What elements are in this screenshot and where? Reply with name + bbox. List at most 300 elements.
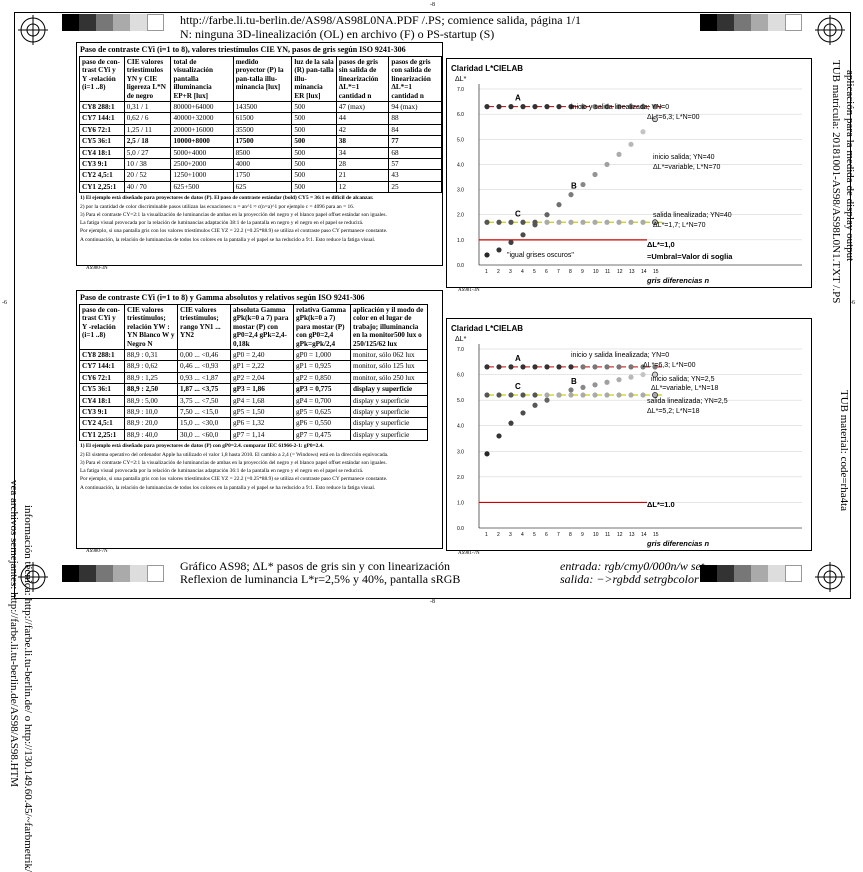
table2-cell: gP2 = 2,04	[231, 372, 294, 383]
x-tick-label: 4	[521, 269, 524, 275]
series-b-point	[508, 240, 513, 245]
table2-cell: CY6 72:1	[80, 372, 125, 383]
table1-cell: 35500	[233, 124, 292, 135]
table2-cell: 30,0 ... <60,0	[178, 429, 231, 440]
table1-cell: 500	[292, 102, 336, 113]
series-b-point	[544, 212, 549, 217]
table2-cell: gP7 = 1,14	[231, 429, 294, 440]
table-1-note: A continuación, la relación de luminancias de todos los colores en la pantalla y el papel se ha reducido a 9:1. Esto reduce la fatiga visual.	[80, 236, 376, 243]
table1-cell: CY4 18:1	[80, 147, 125, 158]
chart-title: Claridad L*CIELAB	[451, 64, 524, 73]
x-tick-label: 9	[581, 269, 584, 275]
top-mark: -8	[430, 2, 435, 8]
table-1-note: 1) El ejemplo está diseñado para proyectores de datos (P). El paso de contraste estándar (bold) CY5 = 36:1 es difícil de alcanzar.	[80, 195, 374, 202]
series-a-point	[508, 364, 513, 369]
side-text-right-2: aplicación para la medida de display output	[844, 70, 856, 262]
series-b-point	[568, 387, 573, 392]
x-tick-label: 15	[653, 532, 659, 538]
series-a-point	[508, 104, 513, 109]
series-c-point	[628, 392, 633, 397]
table-1-header-cell: luz de la sala (R) pan-talla illu-minancia ER [lux]	[292, 57, 336, 102]
table2-cell: gP7 = 0,475	[294, 429, 351, 440]
registration-mark-icon	[18, 15, 48, 45]
table2-cell: monitor, sólo 125 lux	[351, 361, 428, 372]
series-b-point	[556, 202, 561, 207]
table2-cell: gP1 = 2,22	[231, 361, 294, 372]
series-c-point	[580, 220, 585, 225]
table1-cell: 43	[389, 170, 442, 181]
x-tick-label: 10	[593, 269, 599, 275]
left-mark: -6	[2, 300, 7, 306]
y-tick-label: 3.0	[457, 187, 464, 194]
table2-row	[80, 372, 428, 383]
table2-cell: display y superficie	[351, 418, 428, 429]
series-a-point	[616, 364, 621, 369]
series-c-point	[640, 220, 645, 225]
x-tick-label: 3	[509, 269, 512, 275]
table2-row	[80, 384, 428, 395]
x-tick-label: 15	[653, 269, 659, 275]
table1-cell: 40000+32000	[171, 113, 233, 124]
series-b-point	[640, 372, 645, 377]
series-a-label: A	[515, 93, 521, 103]
series-a-point	[496, 104, 501, 109]
table1-cell: 625+500	[171, 181, 233, 192]
table1-cell: 68	[389, 147, 442, 158]
table2-cell: CY4 18:1	[80, 395, 125, 406]
table-2-header-cell: aplicación y il modo de color en el lugar de trabajo; illuminancia en la monitor500 lux o 250/125/62 lux	[351, 305, 428, 350]
side-text-right-3: TUB material: code=rha4ta	[838, 390, 850, 512]
series-c-point	[604, 392, 609, 397]
side-text-left-2: información técnica: http://farbe.li.tu-berlin.de/ o http://130.149.60.45/~farbmetrik/	[22, 505, 34, 872]
series-c-point	[544, 220, 549, 225]
x-axis-label: gris diferencias n	[647, 276, 710, 285]
table2-cell: 88,9 : 5,00	[125, 395, 178, 406]
series-a-point	[532, 364, 537, 369]
series-c-point	[628, 220, 633, 225]
table1-cell: 2,5 / 18	[124, 136, 171, 147]
table1-cell: 20 / 52	[124, 170, 171, 181]
table-2-note: 1) El ejemplo está diseñado para proyectores de datos (P) con gP0=2.4. comparar IEC 61966-2-1: gP0=2.4.	[80, 443, 324, 450]
table-2-note: La fatiga visual provocada por la relación de luminancias adaptación 36:1 de la pantalla en negro y el negro en el papel se reducirá.	[80, 468, 364, 475]
chart-1	[447, 59, 811, 287]
x-tick-label: 3	[509, 532, 512, 538]
chart-annotation: ΔL*=variable, L*N=18	[651, 385, 719, 392]
series-b-point	[592, 382, 597, 387]
table2-cell: gP6 = 1,32	[231, 418, 294, 429]
table1-cell: 500	[292, 159, 336, 170]
x-tick-label: 1	[485, 532, 488, 538]
table2-cell: gP1 = 0,925	[294, 361, 351, 372]
table-2-header-cell: paso de con-trast CYi y Y -relación (i=1 ..8)	[80, 305, 125, 350]
series-c-point	[484, 220, 489, 225]
table1-cell: 500	[292, 136, 336, 147]
series-c-point	[532, 220, 537, 225]
series-b-point	[580, 182, 585, 187]
series-c-point	[484, 392, 489, 397]
x-tick-label: 7	[557, 269, 560, 275]
x-tick-label: 14	[641, 532, 647, 538]
table1-cell: 28	[336, 159, 389, 170]
table2-row	[80, 418, 428, 429]
table1-cell: 84	[389, 124, 442, 135]
chart-2-panel	[446, 318, 812, 551]
y-tick-label: 7.0	[457, 87, 464, 93]
table1-cell: 5000+4000	[171, 147, 233, 158]
gray-strip-top-right	[700, 14, 802, 31]
x-tick-label: 2	[497, 269, 500, 275]
table2-cell: 88,9 : 0,62	[125, 361, 178, 372]
table2-cell: CY1 2,25:1	[80, 429, 125, 440]
table-1-header-cell: pasos de gris con salida de linearización ΔL*=1 cantidad n	[389, 57, 442, 102]
table1-cell: 1,25 / 11	[124, 124, 171, 135]
table2-cell: 3,75 ... <7,50	[178, 395, 231, 406]
gray-strip-bottom-left	[62, 565, 164, 582]
chart-annotation: ΔL*=6,3; L*N=00	[647, 114, 700, 121]
y-tick-label: 1.0	[457, 237, 464, 244]
table1-cell: CY3 9:1	[80, 159, 125, 170]
series-b-point	[520, 410, 525, 415]
table2-cell: 88,9 : 0,31	[125, 350, 178, 361]
table1-row	[80, 147, 442, 158]
table-2-header-cell: CIE valores triestímulos; relación YW : YN Blanco W y Negro N	[125, 305, 178, 350]
y-tick-label: 1.0	[457, 500, 464, 507]
series-a-point	[484, 104, 489, 109]
footer-right-line-1: entrada: rgb/cmy0/000n/w set...	[560, 559, 714, 573]
table2-cell: CY5 36:1	[80, 384, 125, 395]
table1-row	[80, 181, 442, 192]
y-tick-label: 4.0	[457, 423, 464, 430]
series-b-point	[592, 172, 597, 177]
series-a-point	[496, 364, 501, 369]
table1-cell: 500	[292, 113, 336, 124]
x-tick-label: 5	[533, 532, 536, 538]
page-header	[180, 13, 581, 41]
table2-cell: gP2 = 0,850	[294, 372, 351, 383]
table1-cell: 20000+16000	[171, 124, 233, 135]
x-tick-label: 12	[617, 532, 623, 538]
footer-left-line-1: Gráfico AS98; ΔL* pasos de gris sin y con linearización	[180, 559, 450, 573]
table1-cell: CY6 72:1	[80, 124, 125, 135]
table-1-note: 2) por la cantidad de color discriminable pasos utilizan las ecuaciones: n = an^1 ≈ c(n=a)^1 por ejemplo c = 4096 para an = 16.	[80, 203, 355, 210]
table1-row	[80, 102, 442, 113]
table1-cell: 17500	[233, 136, 292, 147]
table-1-header-cell: CIE valores triestímulos YN y CIE ligereza L*N de negro	[124, 57, 171, 102]
table1-cell: 0,31 / 1	[124, 102, 171, 113]
chart-annotation: "igual grises oscuros"	[507, 252, 574, 259]
table1-cell: 625	[233, 181, 292, 192]
y-tick-label: 0.0	[457, 263, 464, 269]
y-tick-label: 7.0	[457, 347, 464, 353]
y-tick-label: 6.0	[457, 372, 464, 379]
table1-cell: 12	[336, 181, 389, 192]
table1-cell: 0,62 / 6	[124, 113, 171, 124]
table1-cell: 500	[292, 170, 336, 181]
table1-cell: 47 (max)	[336, 102, 389, 113]
series-c-point	[616, 220, 621, 225]
table2-row	[80, 429, 428, 440]
header-line-1: http://farbe.li.tu-berlin.de/AS98/AS98L0NA.PDF /.PS; comience salida, página 1/1	[180, 13, 581, 27]
chart-title: Claridad L*CIELAB	[451, 324, 524, 333]
chart-annotation: ΔL*=variable, L*N=70	[653, 164, 721, 171]
table-2-panel	[76, 290, 443, 549]
table1-cell: CY7 144:1	[80, 113, 125, 124]
series-a-point	[556, 104, 561, 109]
table-2-header-cell: CIE valores triestímulos; rango YN1 ... YN2	[178, 305, 231, 350]
table-2-header-cell: relativa Gamma gPk(k=0 a 7) para mostar (P) con gP0=2,4 gPk=gPk/2,4	[294, 305, 351, 350]
series-b-point	[496, 247, 501, 252]
table2-cell: display y superficie	[351, 429, 428, 440]
table-2	[79, 304, 428, 441]
series-b-point	[628, 142, 633, 147]
series-a-point	[628, 364, 633, 369]
footer-right-line-2: salida: −>rgbdd setrgbcolor	[560, 572, 699, 586]
x-tick-label: 8	[569, 269, 572, 275]
y-axis-label: ΔL*	[455, 336, 467, 343]
series-b-point	[532, 403, 537, 408]
series-b-point	[604, 380, 609, 385]
table2-cell: CY2 4,5:1	[80, 418, 125, 429]
table2-cell: 1,87 ... <3,75	[178, 384, 231, 395]
page-footer-left	[180, 560, 460, 586]
series-a-point	[544, 364, 549, 369]
series-b-point	[484, 451, 489, 456]
table1-cell: 61500	[233, 113, 292, 124]
table2-cell: CY8 288:1	[80, 350, 125, 361]
table2-cell: gP3 = 0,775	[294, 384, 351, 395]
y-tick-label: 2.0	[457, 212, 464, 219]
y-tick-label: 3.0	[457, 449, 464, 456]
table2-cell: 88,9 : 20,0	[125, 418, 178, 429]
series-c-point	[520, 220, 525, 225]
series-c-point	[496, 220, 501, 225]
table1-cell: CY8 288:1	[80, 102, 125, 113]
chart-1-panel	[446, 58, 812, 288]
header-line-2: N: ninguna 3D-linealización (OL) en archivo (F) o PS-startup (S)	[180, 27, 495, 41]
table2-cell: monitor, sólo 062 lux	[351, 350, 428, 361]
table2-row	[80, 407, 428, 418]
x-tick-label: 6	[545, 532, 548, 538]
footer-left-line-2: Reflexion de luminancia L*r=2,5% y 40%, pantalla sRGB	[180, 572, 461, 586]
table1-cell: 94 (max)	[389, 102, 442, 113]
table2-cell: 88,9 : 10,0	[125, 407, 178, 418]
table-2-note: 2) El sistema operativo del ordenador Apple ha utilizado el valor 1,8 hasta 2010. El cambio a 2,4 (= Windows) está en la dirección equivocada.	[80, 451, 389, 458]
series-c-point	[652, 392, 657, 397]
series-b-point	[628, 375, 633, 380]
table2-cell: 88,9 : 40,0	[125, 429, 178, 440]
series-a-point	[568, 364, 573, 369]
series-a-label: A	[515, 353, 521, 363]
series-a-point	[520, 364, 525, 369]
table2-cell: monitor, sólo 250 lux	[351, 372, 428, 383]
table-1-header-cell: paso de con-trast CYi y Y -relación (i=1 ..8)	[80, 57, 125, 102]
table1-cell: 10 / 38	[124, 159, 171, 170]
x-tick-label: 4	[521, 532, 524, 538]
table2-cell: 88,9 : 2,50	[125, 384, 178, 395]
table2-cell: gP6 = 0,550	[294, 418, 351, 429]
x-tick-label: 14	[641, 269, 647, 275]
table1-cell: 8500	[233, 147, 292, 158]
series-c-point	[556, 220, 561, 225]
table2-cell: gP0 = 1,000	[294, 350, 351, 361]
table1-row	[80, 136, 442, 147]
series-c-point	[592, 392, 597, 397]
table-1-note: 3) Para el contraste CY=2:1 la visualización de luminancias de ambas en la proyección del negro y el blanco papel offset estándar son iguales.	[80, 211, 387, 218]
x-tick-label: 11	[605, 269, 611, 275]
table1-cell: 77	[389, 136, 442, 147]
x-tick-label: 9	[581, 532, 584, 538]
table-1-header-row	[80, 57, 442, 102]
series-b-point	[604, 162, 609, 167]
series-b-point	[520, 232, 525, 237]
table2-cell: gP5 = 0,625	[294, 407, 351, 418]
series-c-point	[640, 392, 645, 397]
table1-cell: CY5 36:1	[80, 136, 125, 147]
series-b-point	[496, 433, 501, 438]
table1-cell: 80000+64000	[171, 102, 233, 113]
series-c-point	[592, 220, 597, 225]
chart-annotation: =Umbral=Valor di soglia	[647, 252, 733, 261]
series-b-point	[544, 398, 549, 403]
registration-mark-icon	[815, 562, 845, 592]
table-2-header-cell: absoluta Gamma gPk(k=0 a 7) para mostar (P) con gP0=2,4 gPk=2,4-0,18k	[231, 305, 294, 350]
table2-cell: 0,00 ... <0,46	[178, 350, 231, 361]
series-c-label: C	[515, 382, 521, 392]
table2-cell: gP0 = 2,40	[231, 350, 294, 361]
table1-cell: 10000+8000	[171, 136, 233, 147]
y-tick-label: 0.0	[457, 526, 464, 532]
table1-cell: 2500+2000	[171, 159, 233, 170]
x-tick-label: 10	[593, 532, 599, 538]
table1-cell: 21	[336, 170, 389, 181]
table-2-note: 3) Para el contraste CY=2:1 la visualización de luminancias de ambas en la proyección del negro y el blanco papel offset estándar son iguales.	[80, 459, 387, 466]
y-tick-label: 5.0	[457, 398, 464, 405]
x-tick-label: 2	[497, 532, 500, 538]
chart-annotation: inicio salida; YN=2,5	[651, 376, 715, 383]
chart-annotation: salida linealizada; YN=40	[653, 212, 732, 219]
bottom-mark: -8	[430, 599, 435, 605]
series-b-point	[568, 192, 573, 197]
series-b-label: B	[571, 376, 577, 386]
series-c-point	[604, 220, 609, 225]
table1-row	[80, 159, 442, 170]
table-2-note: A continuación, la relación de luminancias de todos los colores en la pantalla y el papel se ha reducido a 9:1. Esto reduce la fatiga visual.	[80, 484, 376, 491]
series-b-point	[640, 129, 645, 134]
series-a-point	[520, 104, 525, 109]
table-2-header-row	[80, 305, 428, 350]
series-b-point	[616, 377, 621, 382]
table-2-code: AS980-7N	[86, 549, 108, 554]
side-text-left-1: vea archivos semejantes: http://farbe.li.tu-berlin.de/AS98/AS98.HTM	[8, 480, 20, 788]
table2-row	[80, 395, 428, 406]
table-1-header-cell: medido proyector (P) la pan-talla illu-minancia [lux]	[233, 57, 292, 102]
table2-cell: display y superficie	[351, 395, 428, 406]
chart-annotation: inicio y salida linealizada; YN=0	[571, 104, 670, 111]
table-1-note: La fatiga visual provocada por la relación de luminancias adaptación 38:1 de la pantalla en negro y el negro en el papel se reducirá.	[80, 220, 364, 227]
series-c-point	[544, 392, 549, 397]
x-tick-label: 11	[605, 532, 611, 538]
table1-cell: 25	[389, 181, 442, 192]
table-1	[79, 56, 442, 193]
series-c-point	[556, 392, 561, 397]
table1-cell: CY1 2,25:1	[80, 181, 125, 192]
table2-cell: gP4 = 0,700	[294, 395, 351, 406]
table1-cell: 500	[292, 124, 336, 135]
table-1-panel	[76, 42, 443, 266]
table-2-note: Por ejemplo, si una pantalla gris con los valores triestímulos CIE YZ = 22.2 (=0.25*88.9) se utiliza el contraste paso CY permanece constante.	[80, 476, 388, 483]
series-b-point	[616, 152, 621, 157]
table1-cell: 38	[336, 136, 389, 147]
series-c-label: C	[515, 209, 521, 219]
table2-cell: gP3 = 1,86	[231, 384, 294, 395]
chart-2-code: AS981-7N	[458, 551, 480, 556]
table2-row	[80, 350, 428, 361]
chart-2	[447, 319, 811, 550]
x-tick-label: 7	[557, 532, 560, 538]
page-footer-right	[560, 560, 713, 586]
y-tick-label: 6.0	[457, 112, 464, 119]
table2-cell: 88,9 : 1,25	[125, 372, 178, 383]
table1-cell: CY2 4,5:1	[80, 170, 125, 181]
series-b-point	[508, 421, 513, 426]
table1-cell: 4000	[233, 159, 292, 170]
table1-cell: 1250+1000	[171, 170, 233, 181]
table1-cell: 44	[336, 113, 389, 124]
table1-cell: 57	[389, 159, 442, 170]
y-axis-label: ΔL*	[455, 76, 467, 83]
table-1-header-cell: pasos de gris sin salida de linearización ΔL*=1 cantidad n	[336, 57, 389, 102]
gray-strip-top-left	[62, 14, 164, 31]
table-1-title: Paso de contraste CYi (i=1 to 8), valores triestímulos CIE YN, pasos de gris según ISO 9241-306	[80, 45, 406, 54]
y-tick-label: 5.0	[457, 137, 464, 144]
table1-row	[80, 113, 442, 124]
right-mark: -6	[850, 300, 855, 306]
series-a-point	[604, 364, 609, 369]
x-tick-label: 5	[533, 269, 536, 275]
table-1-header-cell: total de visualización pantalla illuminancia EP+R [lux]	[171, 57, 233, 102]
series-c-point	[520, 392, 525, 397]
chart-annotation: ΔL*=5,2; L*N=18	[647, 408, 700, 415]
series-a-point	[484, 364, 489, 369]
table1-cell: 1750	[233, 170, 292, 181]
table1-cell: 34	[336, 147, 389, 158]
table2-row	[80, 361, 428, 372]
table2-cell: CY7 144:1	[80, 361, 125, 372]
chart-annotation: ΔL*=1,7; L*N=70	[653, 222, 706, 229]
series-c-point	[496, 392, 501, 397]
table1-cell: 88	[389, 113, 442, 124]
table1-cell: 500	[292, 181, 336, 192]
series-a-point	[592, 364, 597, 369]
series-b-point	[580, 385, 585, 390]
series-b-label: B	[571, 181, 577, 191]
chart-annotation: ΔL*=6,3; L*N=00	[643, 362, 696, 369]
gray-strip-bottom-right	[700, 565, 802, 582]
table-1-code: AS980-3N	[86, 266, 108, 271]
table2-cell: gP4 = 1,68	[231, 395, 294, 406]
table1-row	[80, 170, 442, 181]
table-1-note: Por ejemplo, si una pantalla gris con los valores triestímulos CIE YZ = 22.2 (=0.25*88.9) se utiliza el contraste paso CY permanece constante.	[80, 228, 388, 235]
table2-cell: gP5 = 1,50	[231, 407, 294, 418]
series-a-point	[532, 104, 537, 109]
table2-cell: 0,46 ... <0,93	[178, 361, 231, 372]
series-c-point	[532, 392, 537, 397]
x-tick-label: 12	[617, 269, 623, 275]
x-tick-label: 1	[485, 269, 488, 275]
series-b-point	[484, 252, 489, 257]
x-axis-label: gris diferencias n	[647, 539, 710, 548]
x-tick-label: 13	[629, 532, 635, 538]
